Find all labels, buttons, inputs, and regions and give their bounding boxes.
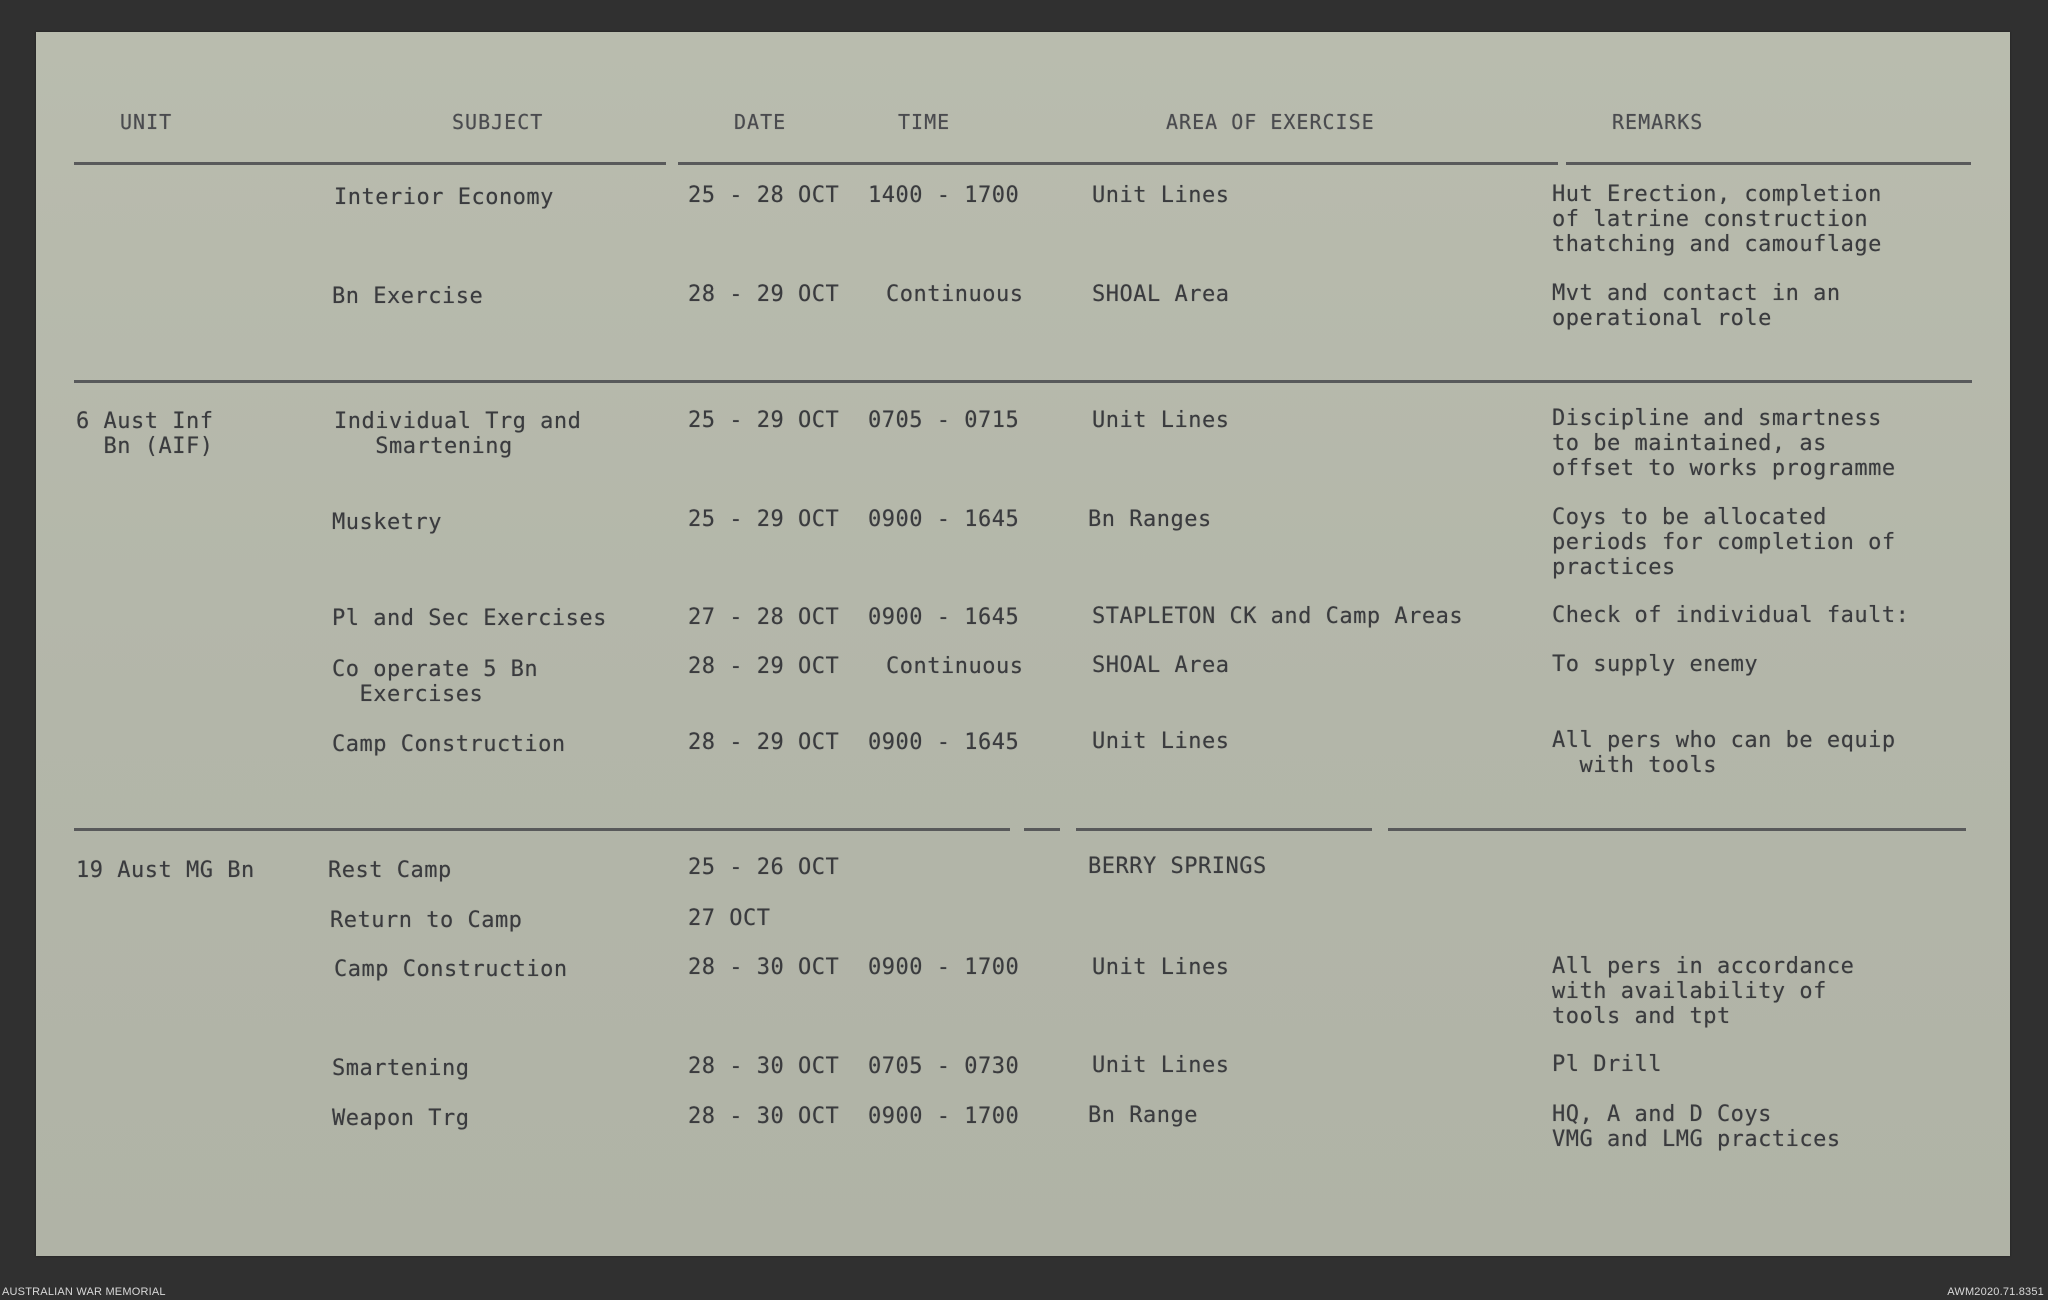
area-cell: STAPLETON CK and Camp Areas (1092, 604, 1464, 629)
area-cell: Bn Range (1088, 1103, 1198, 1128)
date-cell: 28 - 29 OCT (688, 730, 840, 755)
unit-cell: 6 Aust Inf Bn (AIF) (76, 409, 214, 459)
remarks-cell: Hut Erection, completion of latrine construction thatching and camouflage (1552, 182, 1882, 257)
date-cell: 28 - 30 OCT (688, 1054, 840, 1079)
remarks-cell: HQ, A and D Coys VMG and LMG practices (1552, 1102, 1841, 1152)
header-remarks: REMARKS (1612, 110, 1704, 134)
section-divider (1076, 828, 1372, 831)
header-rule (74, 162, 666, 165)
date-cell: 28 - 30 OCT (688, 1104, 840, 1129)
time-cell: 0705 - 0730 (868, 1054, 1020, 1079)
header-date: DATE (734, 110, 787, 134)
section-divider (1024, 828, 1060, 831)
subject-cell: Rest Camp (328, 858, 452, 883)
date-cell: 25 - 26 OCT (688, 855, 840, 880)
subject-cell: Musketry (332, 510, 442, 535)
subject-cell: Individual Trg and Smartening (334, 409, 582, 459)
area-cell: Unit Lines (1092, 1053, 1230, 1078)
date-cell: 25 - 29 OCT (688, 408, 840, 433)
date-cell: 28 - 29 OCT (688, 282, 840, 307)
remarks-cell: Discipline and smartness to be maintained, as offset to works programme (1552, 406, 1896, 481)
footer-accession: AWM2020.71.8351 (1947, 1286, 2044, 1298)
remarks-cell: All pers who can be equip with tools (1552, 728, 1896, 778)
time-cell: 0705 - 0715 (868, 408, 1020, 433)
date-cell: 25 - 28 OCT (688, 183, 840, 208)
remarks-cell: To supply enemy (1552, 652, 1759, 677)
area-cell: BERRY SPRINGS (1088, 854, 1267, 879)
area-cell: Unit Lines (1092, 183, 1230, 208)
section-divider (74, 828, 1010, 831)
subject-cell: Co operate 5 Bn Exercises (332, 657, 539, 707)
subject-cell: Camp Construction (332, 732, 566, 757)
subject-cell: Weapon Trg (332, 1106, 470, 1131)
area-cell: Unit Lines (1092, 955, 1230, 980)
header-unit: UNIT (120, 110, 173, 134)
time-cell: Continuous (886, 282, 1024, 307)
date-cell: 28 - 30 OCT (688, 955, 840, 980)
date-cell: 27 - 28 OCT (688, 605, 840, 630)
area-cell: Bn Ranges (1088, 507, 1212, 532)
typed-sheet (36, 32, 2010, 1256)
footer-credit: AUSTRALIAN WAR MEMORIAL (2, 1286, 166, 1298)
remarks-cell: Pl Drill (1552, 1052, 1662, 1077)
subject-cell: Return to Camp (330, 908, 523, 933)
subject-cell: Pl and Sec Exercises (332, 606, 607, 631)
area-cell: SHOAL Area (1092, 653, 1230, 678)
subject-cell: Interior Economy (334, 185, 554, 210)
header-rule (1566, 162, 1971, 165)
time-cell: Continuous (886, 654, 1024, 679)
date-cell: 25 - 29 OCT (688, 507, 840, 532)
time-cell: 1400 - 1700 (868, 183, 1020, 208)
remarks-cell: All pers in accordance with availability of tools and tpt (1552, 954, 1855, 1029)
subject-cell: Smartening (332, 1056, 470, 1081)
header-area: AREA OF EXERCISE (1166, 110, 1375, 134)
time-cell: 0900 - 1645 (868, 730, 1020, 755)
time-cell: 0900 - 1645 (868, 507, 1020, 532)
subject-cell: Bn Exercise (332, 284, 484, 309)
remarks-cell: Coys to be allocated periods for completion of practices (1552, 505, 1896, 580)
section-divider (74, 380, 1972, 383)
time-cell: 0900 - 1700 (868, 1104, 1020, 1129)
header-rule (678, 162, 1558, 165)
area-cell: SHOAL Area (1092, 282, 1230, 307)
area-cell: Unit Lines (1092, 729, 1230, 754)
area-cell: Unit Lines (1092, 408, 1230, 433)
section-divider (1388, 828, 1966, 831)
remarks-cell: Check of individual fault: (1552, 603, 1910, 628)
time-cell: 0900 - 1700 (868, 955, 1020, 980)
header-subject: SUBJECT (452, 110, 544, 134)
time-cell: 0900 - 1645 (868, 605, 1020, 630)
date-cell: 27 OCT (688, 906, 771, 931)
header-time: TIME (898, 110, 951, 134)
date-cell: 28 - 29 OCT (688, 654, 840, 679)
subject-cell: Camp Construction (334, 957, 568, 982)
unit-cell: 19 Aust MG Bn (76, 858, 255, 883)
remarks-cell: Mvt and contact in an operational role (1552, 281, 1841, 331)
